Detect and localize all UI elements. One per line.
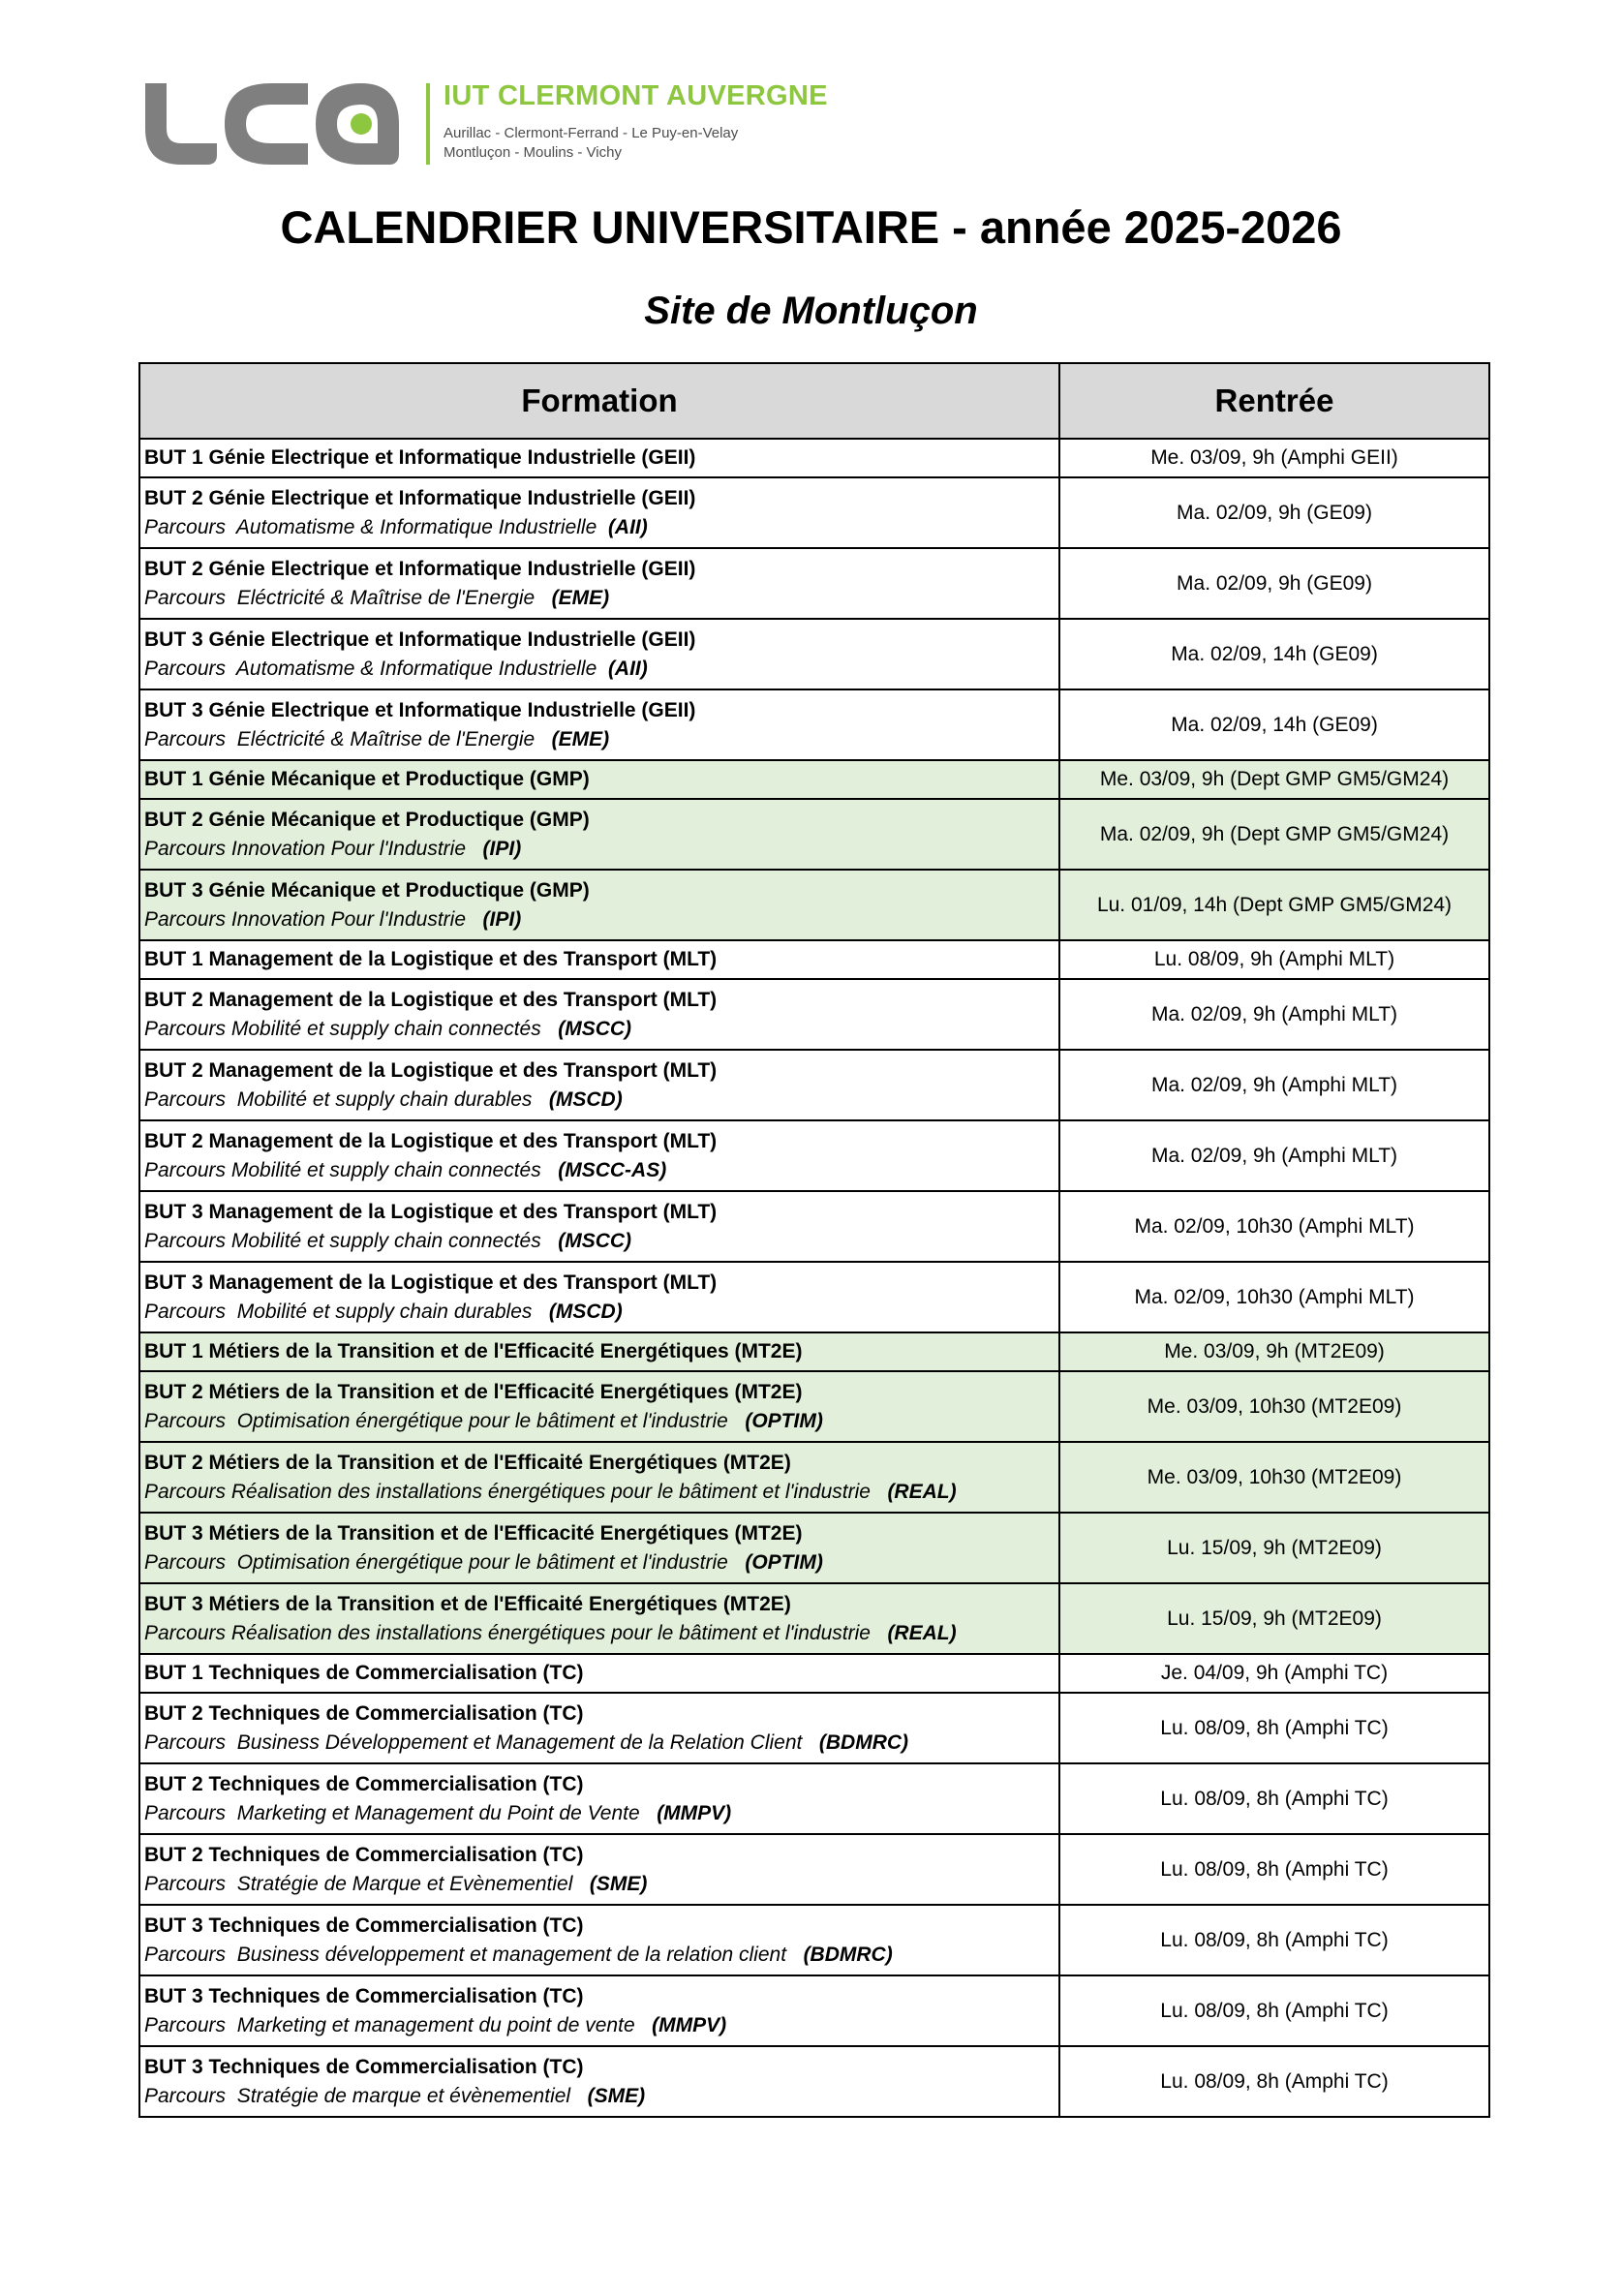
formation-title: BUT 2 Génie Electrique et Informatique Industrielle (GEII) (144, 557, 696, 580)
formation-title: BUT 1 Métiers de la Transition et de l'Efficacité Energétiques (MT2E) (144, 1340, 803, 1362)
formation-cell (139, 2046, 1059, 2117)
parcours-code: (AII) (607, 515, 648, 538)
rentree-cell: Ma. 02/09, 9h (GE09) (1059, 548, 1489, 619)
parcours-code: (MSCC) (558, 1017, 632, 1040)
formation-cell (139, 477, 1059, 548)
formation-cell (139, 940, 1059, 979)
parcours-label: Parcours Marketing et management du point de vente (144, 2013, 653, 2036)
table-row (139, 1442, 1489, 1513)
table-row (139, 1583, 1489, 1654)
formation-cell (139, 1120, 1059, 1191)
formation-parcours (144, 1548, 1055, 1577)
parcours-label: Parcours Mobilité et supply chain connectés (144, 1158, 559, 1181)
formation-parcours (144, 1870, 1055, 1899)
parcours-code: (EME) (551, 727, 610, 750)
rentree-cell: Me. 03/09, 9h (Dept GMP GM5/GM24) (1059, 760, 1489, 799)
formation-title: BUT 1 Génie Electrique et Informatique Industrielle (GEII) (144, 446, 696, 469)
rentree-cell: Ma. 02/09, 14h (GE09) (1059, 619, 1489, 689)
formation-title: BUT 2 Techniques de Commercialisation (TC) (144, 1843, 584, 1866)
table-row (139, 940, 1489, 979)
formation-title: BUT 3 Métiers de la Transition et de l'Efficaité Energétiques (MT2E) (144, 1592, 791, 1615)
rentree-cell: Lu. 15/09, 9h (MT2E09) (1059, 1513, 1489, 1583)
table-header-row (139, 363, 1489, 439)
table-row (139, 439, 1489, 477)
rentree-cell: Me. 03/09, 10h30 (MT2E09) (1059, 1442, 1489, 1513)
parcours-code: (IPI) (482, 837, 522, 860)
org-sites-line-2: Montluçon - Moulins - Vichy (444, 144, 622, 161)
uca-logo (136, 76, 426, 172)
parcours-code: (MSCC) (558, 1229, 632, 1252)
parcours-label: Parcours Business développement et management de la relation client (144, 1943, 804, 1966)
formation-cell (139, 1050, 1059, 1120)
formation-parcours (144, 513, 1055, 542)
page-subtitle: Site de Montluçon (644, 290, 978, 332)
formation-parcours (144, 2011, 1055, 2040)
formation-title: BUT 3 Génie Electrique et Informatique Industrielle (GEII) (144, 628, 696, 651)
formation-title: BUT 2 Génie Mécanique et Productique (GMP) (144, 808, 590, 831)
formation-parcours (144, 1478, 1055, 1507)
formation-parcours (144, 1086, 1055, 1115)
formation-title: BUT 3 Management de la Logistique et des Transport (MLT) (144, 1200, 718, 1223)
table-row (139, 1262, 1489, 1332)
parcours-label: Parcours Business Développement et Management de la Relation Client (144, 1730, 819, 1754)
table-row (139, 1371, 1489, 1442)
formation-cell (139, 1371, 1059, 1442)
formation-parcours (144, 1015, 1055, 1044)
formation-title: BUT 2 Génie Electrique et Informatique Industrielle (GEII) (144, 486, 696, 509)
page-title: CALENDRIER UNIVERSITAIRE - année 2025-2026 (280, 201, 1342, 253)
formation-title: BUT 2 Métiers de la Transition et de l'Efficacité Energétiques (MT2E) (144, 1380, 803, 1403)
rentree-cell: Ma. 02/09, 10h30 (Amphi MLT) (1059, 1191, 1489, 1262)
table-row (139, 1905, 1489, 1975)
formation-cell (139, 870, 1059, 940)
formation-title: BUT 1 Management de la Logistique et des Transport (MLT) (144, 948, 718, 970)
formation-title: BUT 3 Techniques de Commercialisation (TC) (144, 2055, 584, 2078)
parcours-code: (SME) (587, 2084, 646, 2107)
table-row (139, 979, 1489, 1050)
rentree-cell: Ma. 02/09, 9h (Dept GMP GM5/GM24) (1059, 799, 1489, 870)
formation-cell (139, 1262, 1059, 1332)
parcours-label: Parcours Mobilité et supply chain connectés (144, 1017, 559, 1040)
formation-parcours (144, 655, 1055, 684)
rentree-cell: Ma. 02/09, 9h (Amphi MLT) (1059, 1120, 1489, 1191)
table-row (139, 1513, 1489, 1583)
parcours-label: Parcours Stratégie de marque et évènementiel (144, 2084, 588, 2107)
parcours-label: Parcours Mobilité et supply chain durables (144, 1300, 549, 1323)
formation-cell (139, 1332, 1059, 1371)
table-row (139, 1693, 1489, 1763)
parcours-code: (MSCD) (548, 1087, 623, 1111)
table-row (139, 1975, 1489, 2046)
formation-title: BUT 1 Techniques de Commercialisation (TC) (144, 1662, 584, 1684)
formation-cell (139, 1905, 1059, 1975)
parcours-label: Parcours Mobilité et supply chain connectés (144, 1229, 559, 1252)
rentree-cell: Ma. 02/09, 14h (GE09) (1059, 689, 1489, 760)
parcours-code: (MSCD) (548, 1300, 623, 1323)
rentree-cell: Ma. 02/09, 10h30 (Amphi MLT) (1059, 1262, 1489, 1332)
table-row (139, 619, 1489, 689)
parcours-label: Parcours Innovation Pour l'Industrie (144, 837, 483, 860)
formation-parcours (144, 1407, 1055, 1436)
formation-title: BUT 3 Génie Electrique et Informatique Industrielle (GEII) (144, 698, 696, 721)
parcours-code: (IPI) (482, 907, 522, 931)
formation-title: BUT 3 Génie Mécanique et Productique (GMP) (144, 878, 590, 902)
parcours-code: (AII) (607, 657, 648, 680)
parcours-code: (SME) (589, 1872, 648, 1895)
formation-title: BUT 2 Techniques de Commercialisation (TC) (144, 1772, 584, 1795)
parcours-code: (MMPV) (657, 1801, 732, 1824)
table-row (139, 548, 1489, 619)
formation-cell (139, 1583, 1059, 1654)
parcours-code: (BDMRC) (818, 1730, 909, 1754)
formation-cell (139, 1834, 1059, 1905)
rentree-cell: Me. 03/09, 10h30 (MT2E09) (1059, 1371, 1489, 1442)
formation-parcours (144, 1729, 1055, 1758)
formation-cell (139, 1191, 1059, 1262)
table-row (139, 1191, 1489, 1262)
rentree-cell: Lu. 15/09, 9h (MT2E09) (1059, 1583, 1489, 1654)
formation-title: BUT 2 Métiers de la Transition et de l'Efficaité Energétiques (MT2E) (144, 1451, 791, 1474)
formation-title: BUT 1 Génie Mécanique et Productique (GMP) (144, 768, 590, 790)
formation-parcours (144, 1799, 1055, 1828)
parcours-label: Parcours Stratégie de Marque et Evènementiel (144, 1872, 590, 1895)
parcours-code: (REAL) (887, 1621, 957, 1644)
parcours-code: (BDMRC) (803, 1943, 893, 1966)
formation-cell (139, 1975, 1059, 2046)
formation-title: BUT 2 Management de la Logistique et des Transport (MLT) (144, 988, 718, 1011)
rentree-cell: Lu. 08/09, 9h (Amphi MLT) (1059, 940, 1489, 979)
formation-parcours (144, 1298, 1055, 1327)
formation-cell (139, 1763, 1059, 1834)
rentree-cell: Ma. 02/09, 9h (Amphi MLT) (1059, 1050, 1489, 1120)
table-row (139, 1050, 1489, 1120)
formation-cell (139, 1693, 1059, 1763)
rentree-cell: Me. 03/09, 9h (Amphi GEII) (1059, 439, 1489, 477)
table-row (139, 1763, 1489, 1834)
rentree-cell: Lu. 08/09, 8h (Amphi TC) (1059, 1975, 1489, 2046)
parcours-code: (OPTIM) (745, 1550, 823, 1574)
parcours-label: Parcours Innovation Pour l'Industrie (144, 907, 483, 931)
table-row (139, 477, 1489, 548)
logo-separator (426, 83, 430, 165)
org-sites-line-1: Aurillac - Clermont-Ferrand - Le Puy-en-Velay (444, 125, 739, 141)
table-row (139, 799, 1489, 870)
parcours-label: Parcours Automatisme & Informatique Industrielle (144, 657, 608, 680)
rentree-cell: Lu. 08/09, 8h (Amphi TC) (1059, 1905, 1489, 1975)
parcours-code: (EME) (551, 586, 610, 609)
rentree-header: Rentrée (1059, 363, 1489, 439)
rentree-cell: Lu. 08/09, 8h (Amphi TC) (1059, 1693, 1489, 1763)
table-row (139, 760, 1489, 799)
rentree-cell: Lu. 08/09, 8h (Amphi TC) (1059, 2046, 1489, 2117)
formation-title: BUT 3 Techniques de Commercialisation (TC) (144, 1984, 584, 2007)
parcours-label: Parcours Mobilité et supply chain durables (144, 1087, 549, 1111)
formation-parcours (144, 2082, 1055, 2111)
formation-title: BUT 2 Management de la Logistique et des Transport (MLT) (144, 1058, 718, 1082)
table-row (139, 1120, 1489, 1191)
table-row (139, 870, 1489, 940)
org-name: IUT CLERMONT AUVERGNE (444, 80, 828, 111)
parcours-label: Parcours Optimisation énergétique pour le bâtiment et l'industrie (144, 1409, 746, 1432)
formation-cell (139, 1654, 1059, 1693)
uca-logo-icon (136, 76, 426, 172)
rentree-cell: Je. 04/09, 9h (Amphi TC) (1059, 1654, 1489, 1693)
parcours-label: Parcours Optimisation énergétique pour le bâtiment et l'industrie (144, 1550, 746, 1574)
table-row (139, 1654, 1489, 1693)
formation-title: BUT 3 Techniques de Commercialisation (TC) (144, 1913, 584, 1937)
parcours-label: Parcours Marketing et Management du Point de Vente (144, 1801, 658, 1824)
formation-cell (139, 1513, 1059, 1583)
parcours-code: (REAL) (887, 1480, 957, 1503)
parcours-label: Parcours Réalisation des installations énergétiques pour le bâtiment et l'industrie (144, 1480, 888, 1503)
formation-parcours (144, 1941, 1055, 1970)
rentree-cell: Lu. 08/09, 8h (Amphi TC) (1059, 1763, 1489, 1834)
formation-cell (139, 439, 1059, 477)
parcours-label: Parcours Réalisation des installations énergétiques pour le bâtiment et l'industrie (144, 1621, 888, 1644)
formation-parcours (144, 584, 1055, 613)
formation-header: Formation (139, 363, 1059, 439)
parcours-label: Parcours Automatisme & Informatique Industrielle (144, 515, 608, 538)
formation-cell (139, 979, 1059, 1050)
rentree-cell: Lu. 08/09, 8h (Amphi TC) (1059, 1834, 1489, 1905)
formation-cell (139, 760, 1059, 799)
table-row (139, 1834, 1489, 1905)
formation-title: BUT 2 Techniques de Commercialisation (TC) (144, 1701, 584, 1725)
formation-parcours (144, 1156, 1055, 1185)
formation-cell (139, 799, 1059, 870)
formation-parcours (144, 905, 1055, 934)
rentree-cell: Ma. 02/09, 9h (Amphi MLT) (1059, 979, 1489, 1050)
schedule-body (139, 439, 1489, 2117)
formation-cell (139, 619, 1059, 689)
rentree-cell: Lu. 01/09, 14h (Dept GMP GM5/GM24) (1059, 870, 1489, 940)
formation-cell (139, 548, 1059, 619)
table-row (139, 2046, 1489, 2117)
rentree-cell: Me. 03/09, 9h (MT2E09) (1059, 1332, 1489, 1371)
table-row (139, 1332, 1489, 1371)
formation-parcours (144, 1227, 1055, 1256)
formation-title: BUT 2 Management de la Logistique et des Transport (MLT) (144, 1129, 718, 1152)
parcours-label: Parcours Eléctricité & Maîtrise de l'Energie (144, 727, 552, 750)
rentree-cell: Ma. 02/09, 9h (GE09) (1059, 477, 1489, 548)
parcours-label: Parcours Eléctricité & Maîtrise de l'Energie (144, 586, 552, 609)
parcours-code: (OPTIM) (745, 1409, 823, 1432)
formation-cell (139, 1442, 1059, 1513)
formation-parcours (144, 835, 1055, 864)
formation-title: BUT 3 Métiers de la Transition et de l'Efficacité Energétiques (MT2E) (144, 1521, 803, 1545)
formation-parcours (144, 725, 1055, 754)
formation-cell (139, 689, 1059, 760)
formation-title: BUT 3 Management de la Logistique et des Transport (MLT) (144, 1270, 718, 1294)
table-row (139, 689, 1489, 760)
parcours-code: (MSCC-AS) (558, 1158, 667, 1181)
parcours-code: (MMPV) (652, 2013, 727, 2036)
formation-parcours (144, 1619, 1055, 1648)
schedule-table (138, 362, 1490, 2118)
organization-block (444, 79, 928, 163)
